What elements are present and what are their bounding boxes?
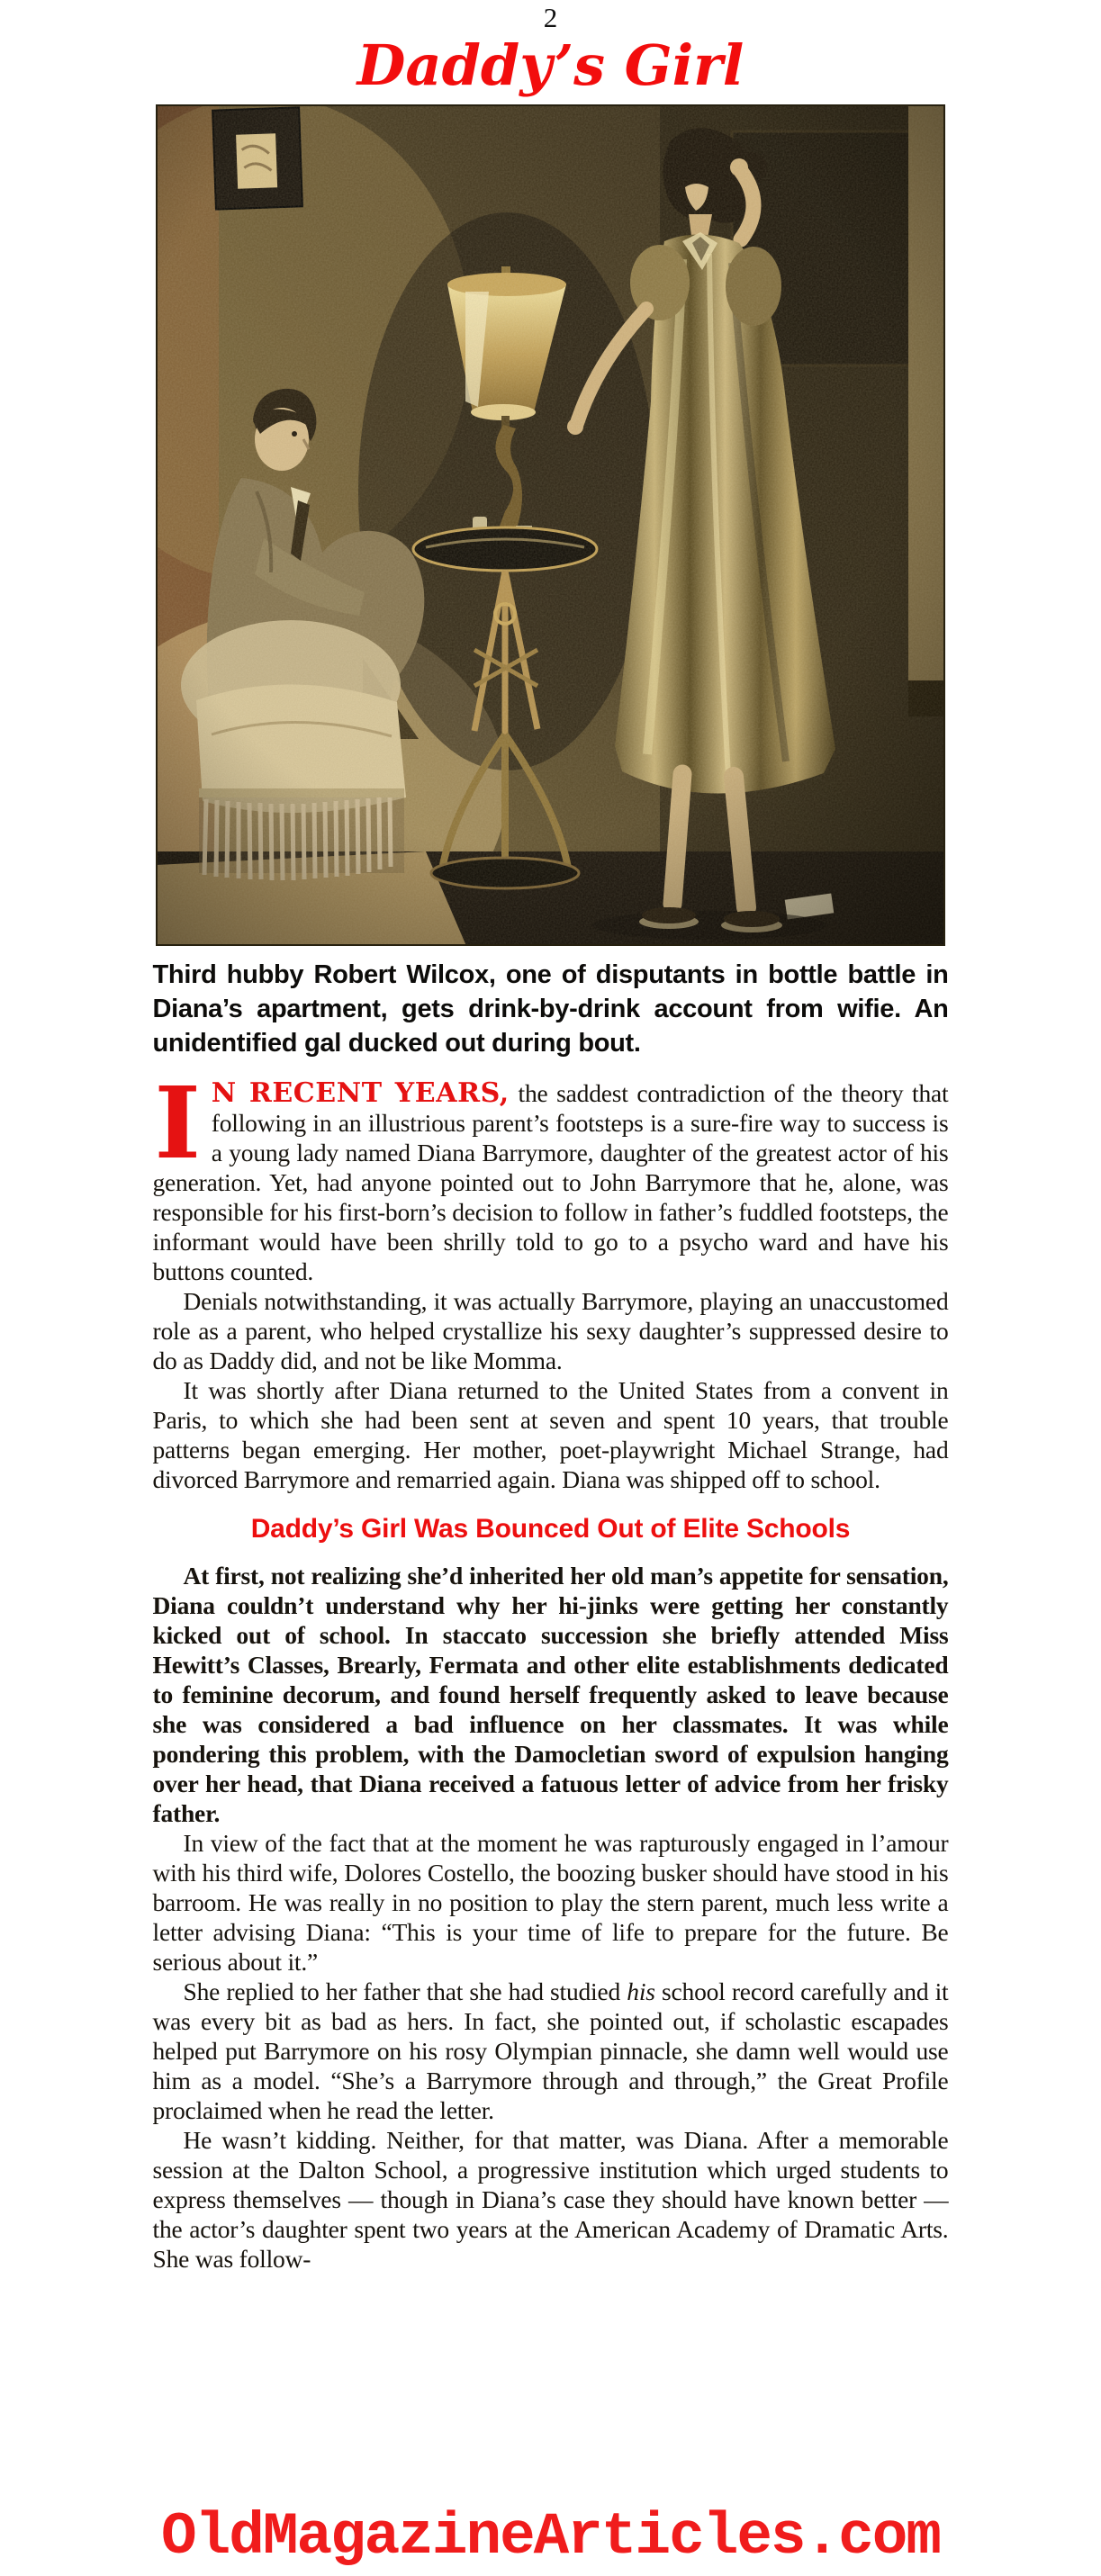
paragraph-reply <box>153 1977 949 2125</box>
paragraph-letter: In view of the fact that at the moment he was rapturously engaged in l’amour with his third wife, Dolores Costello, the boozing busker should have stood in his barroom. He was really in no position to play the stern parent, much less write a letter advising Diana: “This is your time of life to prepare for the future. Be serious about it.” <box>152 1829 949 1976</box>
paragraph-convent: It was shortly after Diana returned to the United States from a convent in Paris, to which she had been sent at seven and spent 10 years, that trouble patterns began emerging. Her mother, poet-playwright Michael Strange, had divorced Barrymore and remarried again. Diana was shipped off to school. <box>152 1376 949 1493</box>
photo-caption: Third hubby Robert Wilcox, one of disputants in bottle battle in Diana’s apartment, gets drink-by-drink account from wifie. An unidentified gal ducked out during bout. <box>152 960 949 1058</box>
opening-paragraph <box>152 1065 949 1286</box>
article-photo-illustration <box>156 104 945 946</box>
paragraph-reply-start: She replied to her father that she had studied <box>183 1977 627 2005</box>
paragraph-dalton: He wasn’t kidding. Neither, for that matter, was Diana. After a memorable session at the Dalton School, a progressive institution which urged students to express themselves — though in Diana’s case they should have known better — the actor’s daughter spent two years at the American Academy of Dramatic Arts. She was follow- <box>152 2126 949 2273</box>
page-header <box>0 0 1101 98</box>
paragraph-reply-end: school record carefully and it was every bit as bad as hers. In fact, she pointed out, if scholastic escapades helped put Barrymore on his rosy Olympian pinnacle, she damn well would use him as a model. “She’s a Barrymore through and through,” the Great Profile proclaimed when he read the letter. <box>152 1977 949 2124</box>
paragraph-schools: At first, not realizing she’d inherited her old man’s appetite for sensation, Diana couldn’t understand why her hi-jinks were getting her constantly kicked out of school. In staccato succession she briefly attended Miss Hewitt’s Classes, Brearly, Fermata and other elite establishments dedicated to feminine decorum, and found herself frequently asked to leave because she was considered a bad influence on her classmates. It was while pondering this problem, with the Damocletian sword of expulsion hanging over her head, that Diana received a fatuous letter of advice from her frisky father. <box>152 1562 949 1827</box>
paragraph-denials: Denials notwithstanding, it was actually Barrymore, playing an unaccustomed role as a parent, who helped crystallize his sexy daughter’s suppressed desire to do as Daddy did, and not be like Momma. <box>152 1287 949 1374</box>
site-watermark: OldMagazineArticles.com <box>161 2503 940 2571</box>
lead-in-text: N RECENT YEARS, <box>211 1077 510 1109</box>
drop-cap: I <box>154 1065 201 1181</box>
italic-word: his <box>627 1977 655 2005</box>
article-photo <box>156 104 945 946</box>
photo-vignette <box>156 104 945 946</box>
page-title: Daddy’s Girl <box>356 32 745 98</box>
opening-paragraph-text: the saddest contradiction of the theory that following in an illustrious parent’s footsteps is a sure-fire way to success is a young lady named Diana Barrymore, daughter of the greatest actor of his generation. Yet, had anyone pointed out to John Barrymore that he, alone, was responsible for his first-born’s decision to follow in father’s fuddled footsteps, the informant would have been shrilly told to go to a psycho ward and have his buttons counted. <box>152 1079 949 1285</box>
page-number: 2 <box>543 2 558 33</box>
section-subheading: Daddy’s Girl Was Bounced Out of Elite Schools <box>250 1514 851 1544</box>
article-body <box>152 1065 949 2274</box>
